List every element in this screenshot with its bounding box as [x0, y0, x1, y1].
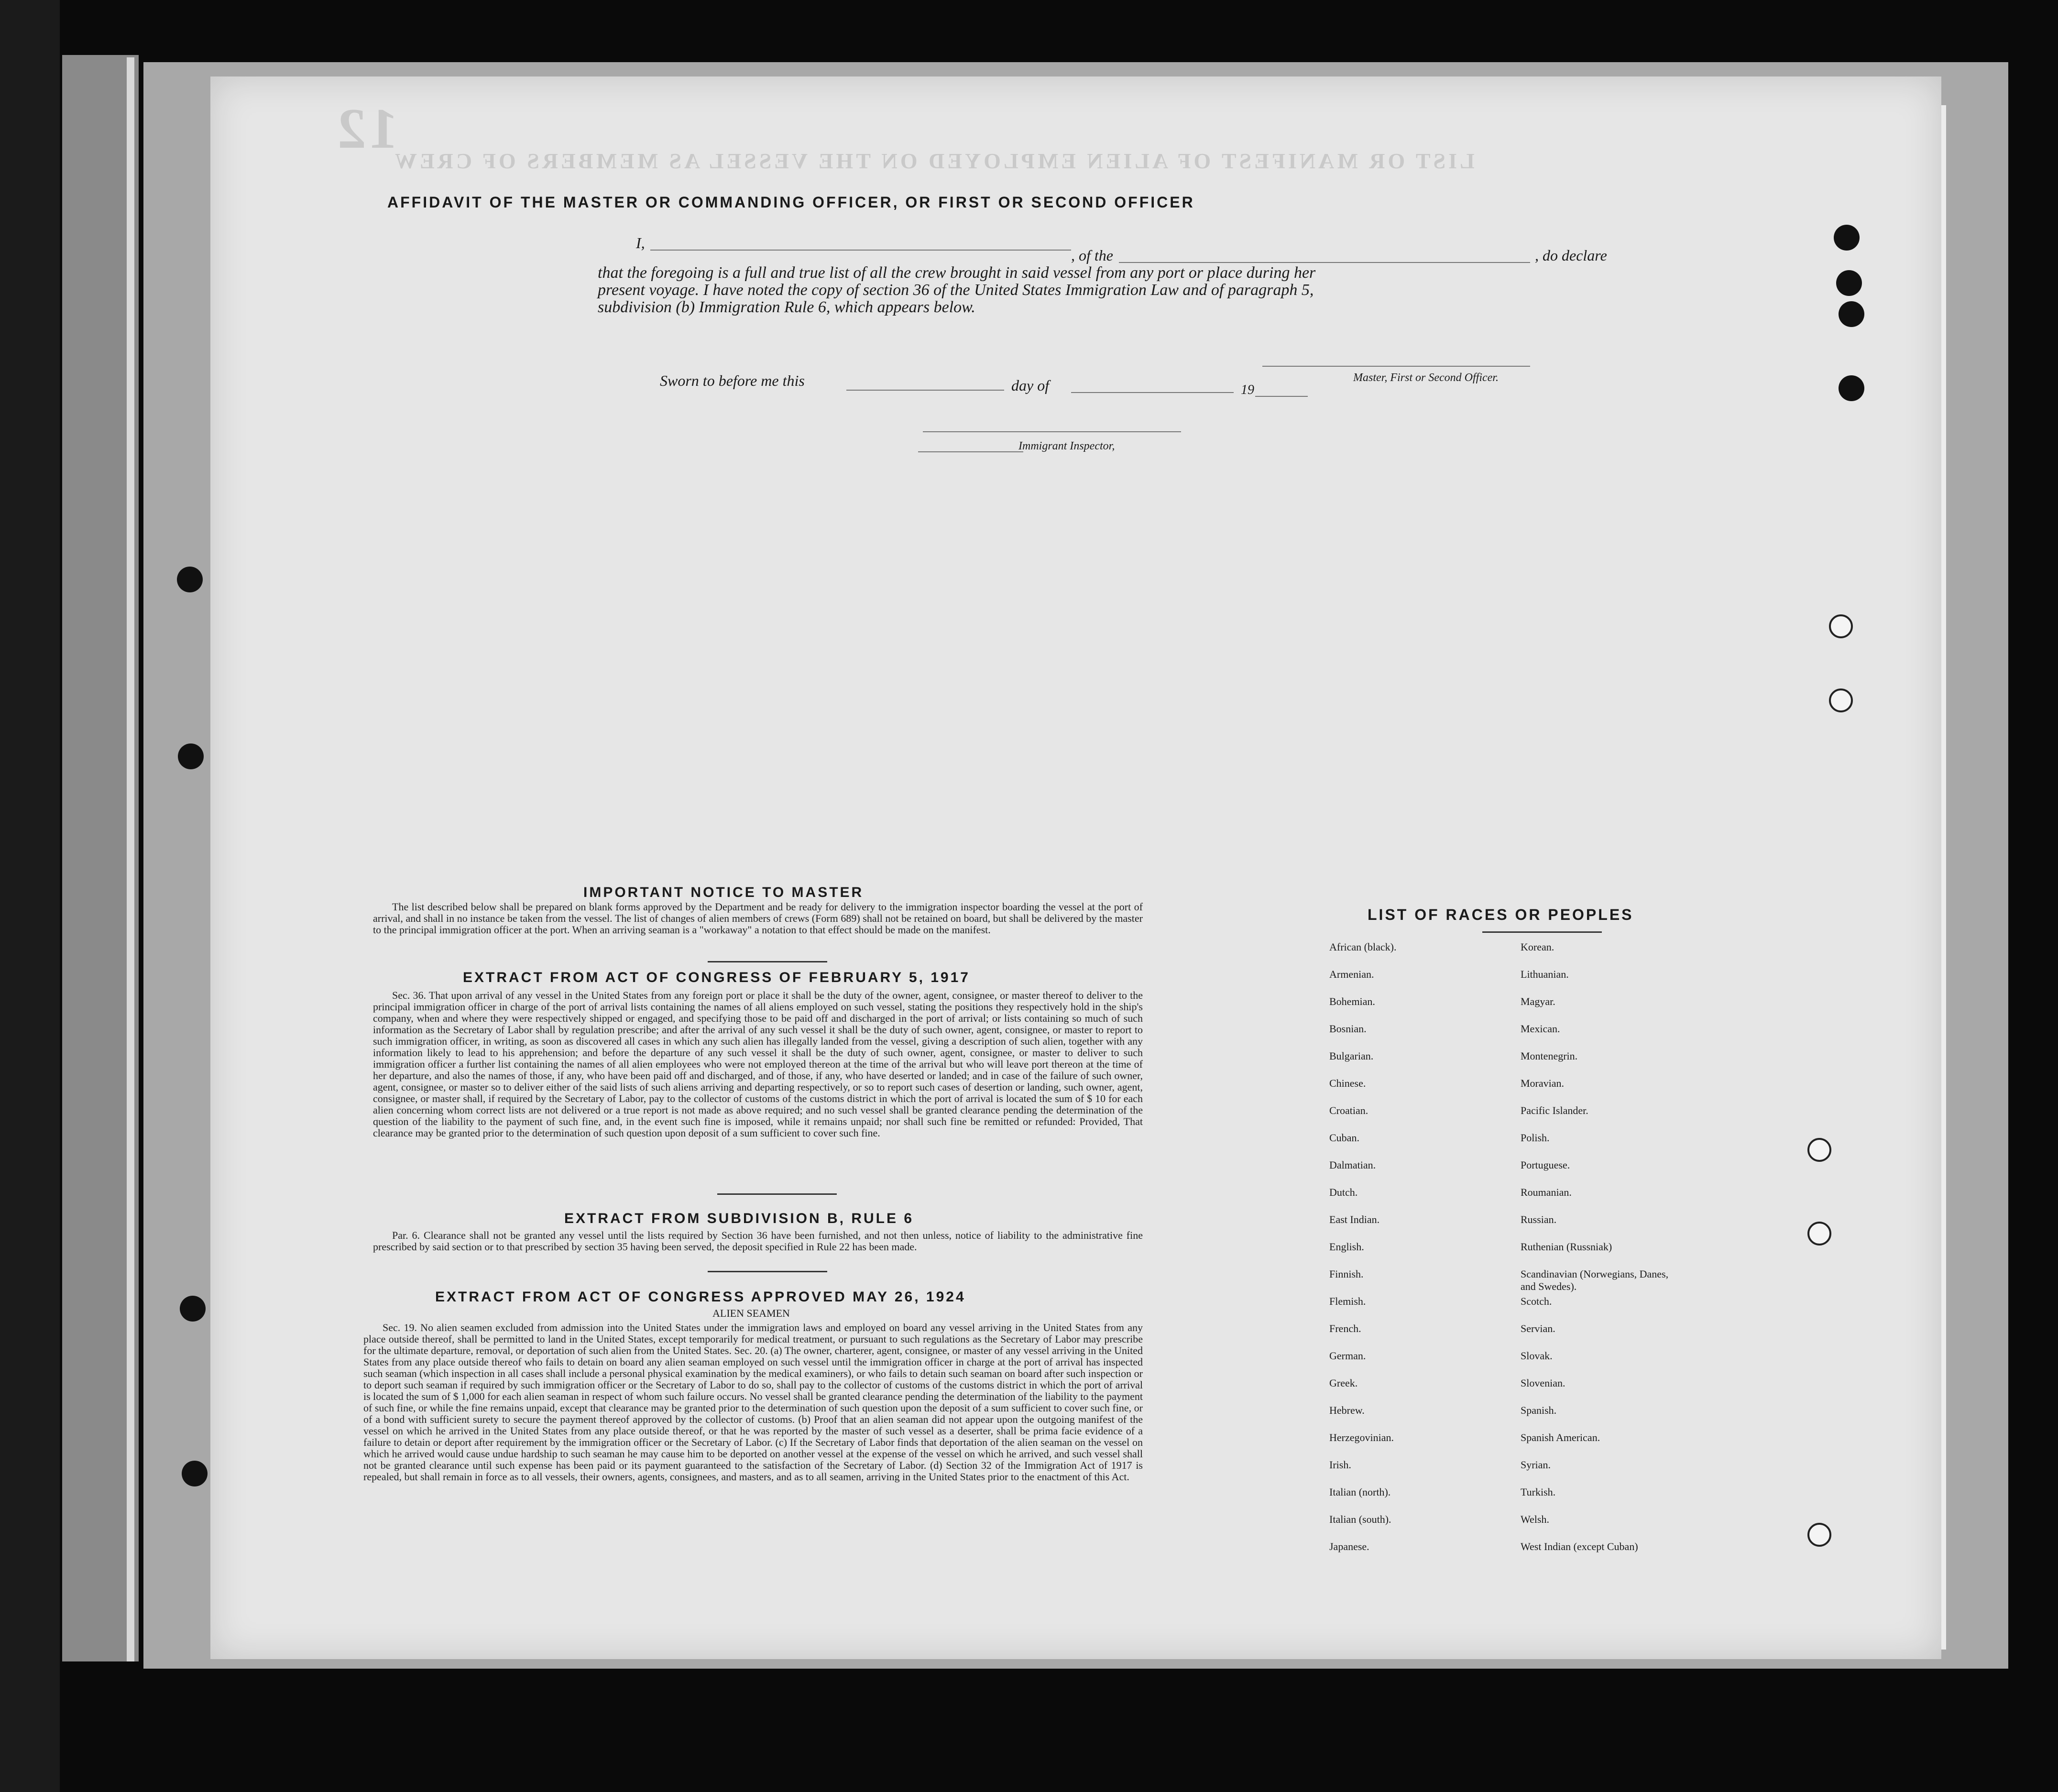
affidavit-vessel-field[interactable]	[1119, 262, 1530, 263]
act1924-body	[363, 1322, 1143, 1483]
race-item: Slovak.	[1521, 1350, 1553, 1362]
races-right-column	[1521, 941, 1678, 1568]
affidavit-line2: present voyage. I have noted the copy of section 36 of the United States Immigration Law and of paragraph 5,	[598, 281, 1314, 299]
sworn-month-field[interactable]	[1071, 392, 1234, 393]
race-item: Italian (south).	[1329, 1513, 1391, 1525]
notice-title: IMPORTANT NOTICE TO MASTER	[583, 885, 864, 900]
race-item: Montenegrin.	[1521, 1050, 1578, 1062]
reinforced-hole	[1807, 1138, 1831, 1162]
race-item: African (black).	[1329, 941, 1397, 953]
race-item: Slovenian.	[1521, 1377, 1565, 1389]
race-item: Lithuanian.	[1521, 968, 1569, 980]
affidavit-do-declare-label: , do declare	[1535, 247, 1607, 264]
race-item: Armenian.	[1329, 968, 1374, 980]
master-signature-label: Master, First or Second Officer.	[1353, 372, 1499, 384]
race-item: East Indian.	[1329, 1213, 1380, 1225]
master-signature-line[interactable]	[1262, 366, 1530, 367]
act1917-title: EXTRACT FROM ACT OF CONGRESS OF FEBRUARY 5, 1917	[463, 970, 970, 985]
inspector-signature-line[interactable]	[923, 431, 1181, 432]
punch-hole	[182, 1461, 208, 1486]
race-item: Korean.	[1521, 941, 1554, 953]
race-item: Cuban.	[1329, 1132, 1359, 1144]
act1924-subtitle: ALIEN SEAMEN	[712, 1307, 790, 1319]
race-item: Roumanian.	[1521, 1186, 1572, 1198]
affidavit-i-label: I,	[636, 234, 645, 251]
rule6-divider	[708, 1271, 827, 1272]
race-item: Spanish American.	[1521, 1431, 1600, 1443]
races-left-column	[1329, 941, 1396, 1568]
race-item: Italian (north).	[1329, 1486, 1391, 1498]
race-item: Scandinavian (Norwegians, Danes, and Swedes).	[1521, 1268, 1669, 1292]
rule6-text: Par. 6. Clearance shall not be granted any vessel until the lists required by Section 36 have been furnished, and not then unless, notice of liability to the administrative fine prescribed by said section or to that prescribed by section 35 having been served, the deposit specified in Rule 22 has been made.	[373, 1229, 1143, 1253]
punch-hole	[1836, 270, 1862, 296]
race-item: Russian.	[1521, 1213, 1557, 1225]
inspector-label: Immigrant Inspector,	[1018, 440, 1115, 452]
act1917-text: Sec. 36. That upon arrival of any vessel in the United States from any foreign port or place it shall be the duty of the owner, agent, consignee, or master thereof to deliver to the principal immigration officer in charge of the port of arrival lists containing the names of all aliens employed on such vessel, stating the positions they respectively hold in the ship's company, when and where they were respectively shipped or engaged, and specifying those to be paid off and discharged in the port of arrival; or lists containing so much of such information as the Secretary of Labor shall by regulation prescribe; and after the arrival of any such vessel it shall be the duty of such owner, agent, consignee, or master to report to such immigration officer, in writing, as soon as discovered all cases in which any such alien has illegally landed from the vessel, giving a description of such alien, together with any information likely to lead to his apprehension; and before the departure of any such vessel it shall be the duty of such owner, agent, consignee, or master to deliver to such immigration officer a further list containing the names of all alien employees who were not employed thereon at the time of the arrival but who will leave port thereon at the time of her departure, and also the names of those, if any, who have been paid off and discharged, and of those, if any, who have deserted or landed; and in case of the failure of such owner, agent, consignee, or master so to deliver either of the said lists of such aliens arriving and departing respectively, or so to report such cases of desertion or landing, such owner, agent, consignee, or master shall, if required by the Secretary of Labor, pay to the collector of customs of the customs district in which the port of arrival is located the sum of $ 10 for each alien concerning whom correct lists are not delivered or a true report is not made as above required; and no such vessel shall be granted clearance pending the determination of the question of the liability to the payment of such fine, and, in the event such fine is imposed, while it remains unpaid; nor shall such fine be remitted or refunded: Provided, That clearance may be granted prior to the determination of such question upon deposit of a sum sufficient to cover such fine.	[373, 989, 1143, 1139]
race-item: Portuguese.	[1521, 1159, 1570, 1171]
race-item: Pacific Islander.	[1521, 1104, 1588, 1116]
race-item: Welsh.	[1521, 1513, 1549, 1525]
race-item: Bosnian.	[1329, 1023, 1367, 1035]
race-item: Chinese.	[1329, 1077, 1366, 1089]
act1917-divider	[717, 1193, 837, 1195]
bleed-manifest-heading: LIST OR MANIFEST OF ALIEN EMPLOYED ON THE VESSEL AS MEMBERS OF CREW	[392, 149, 1475, 173]
race-item: French.	[1329, 1322, 1361, 1334]
race-item: Japanese.	[1329, 1541, 1369, 1552]
race-item: Turkish.	[1521, 1486, 1556, 1498]
race-item: Herzegovinian.	[1329, 1431, 1394, 1443]
race-item: Flemish.	[1329, 1295, 1366, 1307]
notice-divider	[708, 961, 827, 962]
notice-body	[373, 901, 1143, 936]
rule6-title: EXTRACT FROM SUBDIVISION B, RULE 6	[564, 1211, 914, 1226]
race-item: Dalmatian.	[1329, 1159, 1376, 1171]
race-item: Servian.	[1521, 1322, 1555, 1334]
race-item: English.	[1329, 1241, 1364, 1253]
race-item: Hebrew.	[1329, 1404, 1365, 1416]
act1924-title: EXTRACT FROM ACT OF CONGRESS APPROVED MAY 26, 1924	[435, 1289, 966, 1305]
race-item: Bulgarian.	[1329, 1050, 1374, 1062]
race-item: Spanish.	[1521, 1404, 1557, 1416]
race-item: Croatian.	[1329, 1104, 1368, 1116]
inspector-lead-line	[918, 451, 1023, 452]
film-border-left	[0, 0, 60, 1792]
sworn-year-field[interactable]	[1255, 396, 1308, 397]
act1917-body	[373, 990, 1143, 1139]
reinforced-hole	[1829, 688, 1853, 712]
race-item: Bohemian.	[1329, 995, 1375, 1007]
punch-hole	[1839, 375, 1864, 401]
affidavit-title: AFFIDAVIT OF THE MASTER OR COMMANDING OFFICER, OR FIRST OR SECOND OFFICER	[387, 194, 1195, 211]
affidavit-of-the-label: , of the	[1071, 247, 1113, 264]
punch-hole	[1834, 225, 1860, 251]
punch-hole	[1839, 301, 1864, 327]
affidavit-line3: subdivision (b) Immigration Rule 6, which appears below.	[598, 298, 975, 316]
race-item: Polish.	[1521, 1132, 1550, 1144]
race-item: Magyar.	[1521, 995, 1555, 1007]
race-item: West Indian (except Cuban)	[1521, 1541, 1638, 1552]
punch-hole	[177, 567, 203, 592]
notice-text: The list described below shall be prepared on blank forms approved by the Department and be ready for delivery to the immigration inspector boarding the vessel at the port of arrival, and shall in no instance be taken from the vessel. The list of changes of alien members of crews (Form 689) shall not be retained on board, but shall be delivered by the master to the principal immigration officer at the port. When an arriving seaman is a "workaway" a notation to that effect should be made on the manifest.	[373, 901, 1143, 936]
race-item: Greek.	[1329, 1377, 1358, 1389]
race-item: Dutch.	[1329, 1186, 1358, 1198]
punch-hole	[178, 743, 204, 769]
race-item: Mexican.	[1521, 1023, 1560, 1035]
affidavit-line1: that the foregoing is a full and true list of all the crew brought in said vessel from any port or place during her	[598, 264, 1316, 282]
race-item: Moravian.	[1521, 1077, 1565, 1089]
race-item: German.	[1329, 1350, 1366, 1362]
races-divider	[1482, 931, 1602, 933]
race-item: Ruthenian (Russniak)	[1521, 1241, 1612, 1253]
race-item: Scotch.	[1521, 1295, 1552, 1307]
sworn-day-field[interactable]	[846, 390, 1004, 391]
day-of-label: day of	[1011, 377, 1050, 394]
document-page	[210, 76, 1941, 1659]
binder-edge	[127, 57, 134, 1661]
bleed-page-number: 12	[335, 97, 398, 160]
race-item: Irish.	[1329, 1459, 1351, 1471]
race-item: Finnish.	[1329, 1268, 1364, 1280]
affidavit-name-field[interactable]	[650, 250, 1071, 251]
rule6-body	[373, 1230, 1143, 1253]
reinforced-hole	[1829, 614, 1853, 638]
reinforced-hole	[1807, 1222, 1831, 1246]
punch-hole	[180, 1296, 206, 1322]
reinforced-hole	[1807, 1523, 1831, 1547]
race-item: Syrian.	[1521, 1459, 1551, 1471]
year-label: 19	[1241, 382, 1254, 397]
races-title: LIST OF RACES OR PEOPLES	[1368, 906, 1634, 923]
sworn-label: Sworn to before me this	[660, 372, 805, 389]
act1924-text: Sec. 19. No alien seamen excluded from admission into the United States under the immigration laws and employed on board any vessel arriving in the United States from any place outside thereof, shall be permitted to land in the United States, except temporarily for medical treatment, or pursuant to such regulations as the Secretary of Labor may prescribe for the ultimate departure, removal, or deportation of such alien from the United States. Sec. 20. (a) The owner, charterer, agent, consignee, or master of any vessel arriving in the United States from any place outside thereof who fails to detain on board any alien seaman employed on such vessel until the immigration officer in charge at the port of arrival has inspected such seaman (which inspection in all cases shall include a personal physical examination by the medical examiners), or who fails to detain such seaman on board after such inspection or to deport such seaman if required by such immigration officer or the Secretary of Labor to do so, shall pay to the collector of customs of the customs district in which the port of arrival is located the sum of $ 1,000 for each alien seaman in respect of whom such failure occurs. No vessel shall be granted clearance pending the determination of the liability to the payment of such fine, or while the fine remains unpaid, except that clearance may be granted prior to the determination of such question upon the deposit of a sum sufficient to cover such fine, or of a bond with sufficient surety to secure the payment thereof approved by the collector of customs. (b) Proof that an alien seaman did not appear upon the outgoing manifest of the vessel on which he arrived in the United States from any place outside thereof, or that he was reported by the master of such vessel as a deserter, shall be prima facie evidence of a failure to detain or deport after requirement by the immigration officer or the Secretary of Labor. (c) If the Secretary of Labor finds that deportation of the alien seaman on the vessel on which he arrived would cause undue hardship to such seaman he may cause him to be deported on another vessel at the expense of the vessel on which he arrived, and such vessel shall not be granted clearance until such expense has been paid or its payment guaranteed to the satisfaction of the Secretary of Labor. (d) Section 32 of the Immigration Act of 1917 is repealed, but shall remain in force as to all vessels, their owners, agents, consignees, and masters, and as to all seamen, arriving in the United States prior to the enactment of this Act.	[363, 1322, 1143, 1483]
